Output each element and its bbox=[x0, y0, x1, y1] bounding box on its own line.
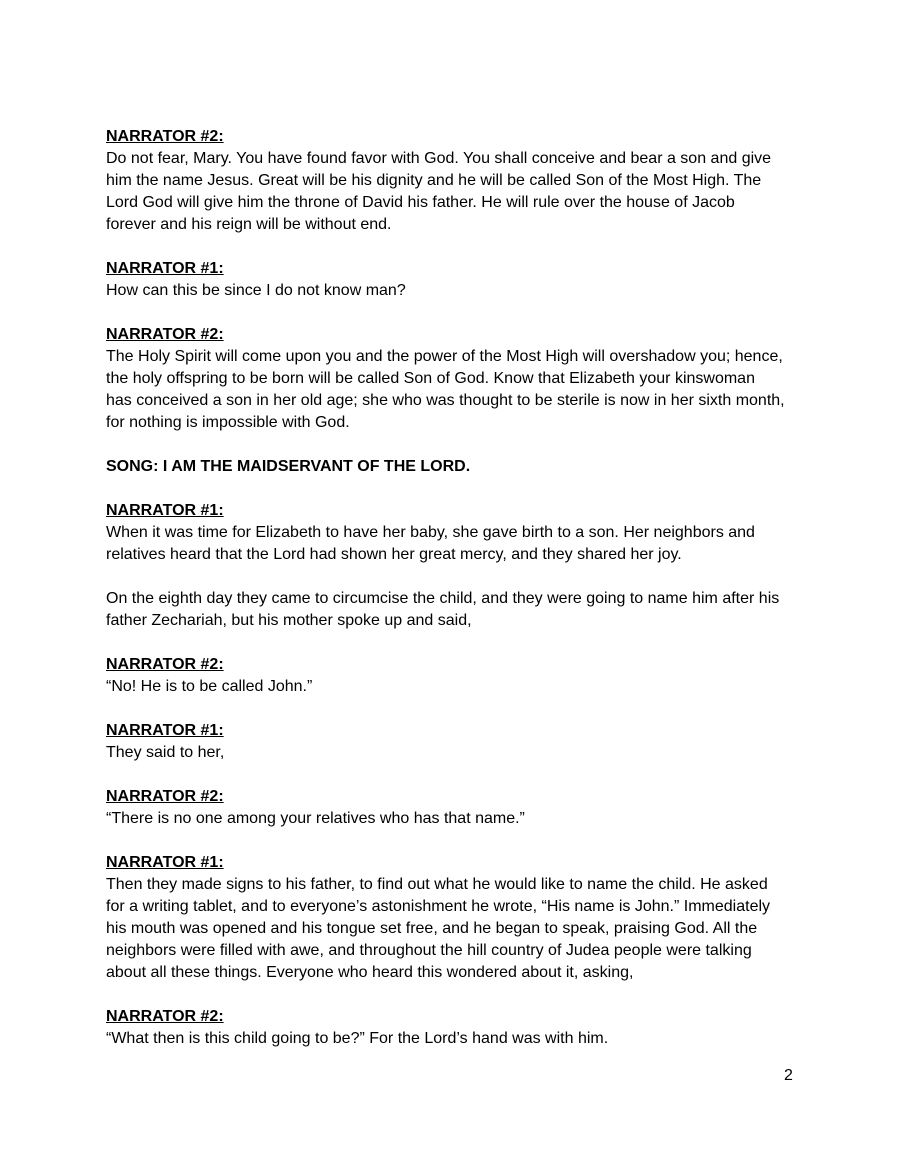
dialogue-line: The Holy Spirit will come upon you and the power of the Most High will overshadow you; hence, bbox=[106, 348, 783, 365]
dialogue-line: On the eighth day they came to circumcise the child, and they were going to name him after his bbox=[106, 590, 780, 607]
page-number: 2 bbox=[784, 1067, 793, 1084]
dialogue-block bbox=[106, 126, 806, 236]
speaker-label: NARRATOR #1: bbox=[106, 854, 224, 871]
dialogue-line: about all these things. Everyone who heard this wondered about it, asking, bbox=[106, 964, 634, 981]
dialogue-line: “No! He is to be called John.” bbox=[106, 678, 313, 695]
dialogue-block bbox=[106, 324, 806, 434]
dialogue-line: “What then is this child going to be?” For the Lord’s hand was with him. bbox=[106, 1030, 609, 1047]
dialogue-line: neighbors were filled with awe, and throughout the hill country of Judea people were talking bbox=[106, 942, 752, 959]
speaker-label: NARRATOR #2: bbox=[106, 326, 224, 343]
dialogue-block bbox=[106, 258, 806, 302]
speaker-label: NARRATOR #2: bbox=[106, 788, 224, 805]
speaker-label: NARRATOR #1: bbox=[106, 260, 224, 277]
dialogue-line: his mouth was opened and his tongue set free, and he began to speak, praising God. All the bbox=[106, 920, 758, 937]
dialogue-line: him the name Jesus. Great will be his dignity and he will be called Son of the Most High. The bbox=[106, 172, 762, 189]
narration-paragraph bbox=[106, 588, 806, 632]
dialogue-line: for nothing is impossible with God. bbox=[106, 414, 350, 431]
dialogue-line: relatives heard that the Lord had shown her great mercy, and they shared her joy. bbox=[106, 546, 682, 563]
speaker-label: NARRATOR #2: bbox=[106, 128, 224, 145]
script-page-body bbox=[106, 126, 806, 1072]
speaker-label: NARRATOR #2: bbox=[106, 656, 224, 673]
dialogue-line: has conceived a son in her old age; she who was thought to be sterile is now in her sixth month, bbox=[106, 392, 785, 409]
dialogue-line: They said to her, bbox=[106, 744, 225, 761]
dialogue-block bbox=[106, 1006, 806, 1050]
dialogue-block bbox=[106, 786, 806, 830]
dialogue-line: “There is no one among your relatives who has that name.” bbox=[106, 810, 525, 827]
speaker-label: NARRATOR #1: bbox=[106, 722, 224, 739]
dialogue-line: forever and his reign will be without end. bbox=[106, 216, 392, 233]
dialogue-block bbox=[106, 852, 806, 984]
speaker-label: NARRATOR #2: bbox=[106, 1008, 224, 1025]
song-block bbox=[106, 456, 806, 478]
speaker-label: NARRATOR #1: bbox=[106, 502, 224, 519]
dialogue-line: the holy offspring to be born will be called Son of God. Know that Elizabeth your kinswoman bbox=[106, 370, 755, 387]
dialogue-line: How can this be since I do not know man? bbox=[106, 282, 406, 299]
dialogue-line: Lord God will give him the throne of David his father. He will rule over the house of Jacob bbox=[106, 194, 735, 211]
song-title: SONG: I AM THE MAIDSERVANT OF THE LORD. bbox=[106, 458, 471, 475]
dialogue-line: When it was time for Elizabeth to have her baby, she gave birth to a son. Her neighbors and bbox=[106, 524, 755, 541]
dialogue-block bbox=[106, 720, 806, 764]
dialogue-line: Then they made signs to his father, to find out what he would like to name the child. He asked bbox=[106, 876, 768, 893]
dialogue-line: Do not fear, Mary. You have found favor with God. You shall conceive and bear a son and give bbox=[106, 150, 772, 167]
dialogue-block bbox=[106, 500, 806, 566]
dialogue-line: father Zechariah, but his mother spoke up and said, bbox=[106, 612, 472, 629]
dialogue-line: for a writing tablet, and to everyone’s astonishment he wrote, “His name is John.” Immediately bbox=[106, 898, 771, 915]
dialogue-block bbox=[106, 654, 806, 698]
